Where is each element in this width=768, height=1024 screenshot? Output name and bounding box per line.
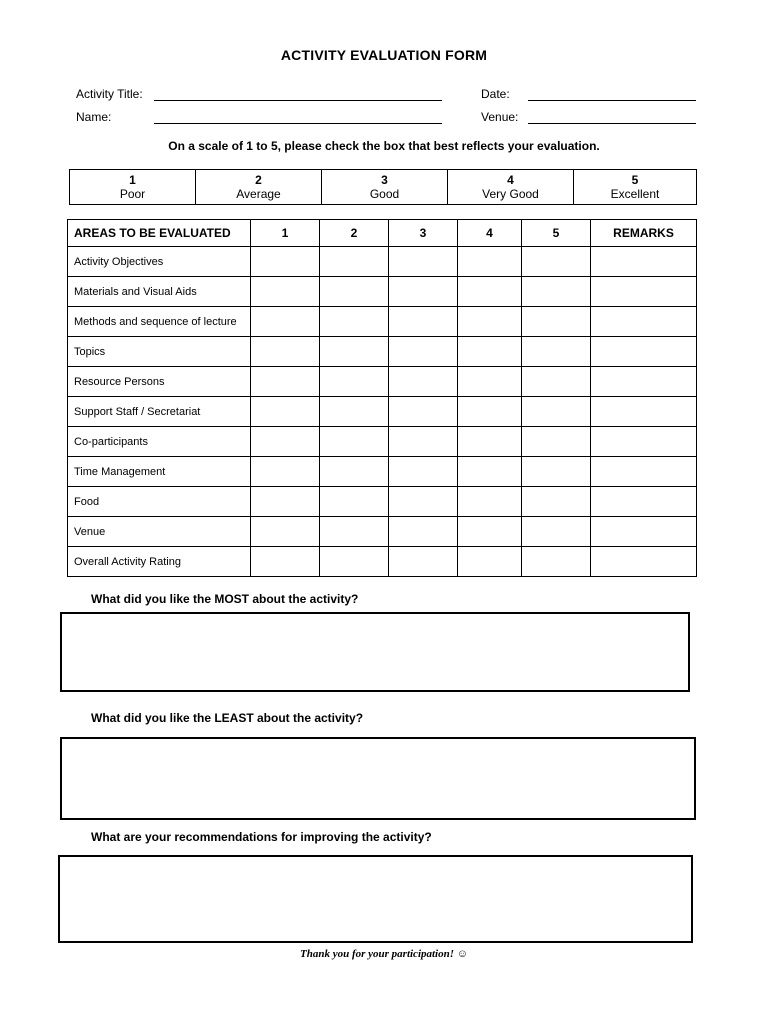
table-row <box>68 367 697 397</box>
scale-label: Good <box>369 187 400 201</box>
remarks-cell[interactable] <box>591 517 697 547</box>
rating-2-checkbox[interactable] <box>320 337 389 367</box>
area-label: Time Management <box>68 457 251 487</box>
rating-3-checkbox[interactable] <box>389 427 458 457</box>
rating-2-checkbox[interactable] <box>320 397 389 427</box>
date-field[interactable] <box>528 100 696 101</box>
rating-5-checkbox[interactable] <box>522 247 591 277</box>
area-label: Topics <box>68 337 251 367</box>
thank-you-note: Thank you for your participation! ☺ <box>299 948 468 960</box>
rating-2-checkbox[interactable] <box>320 247 389 277</box>
scale-cell <box>196 170 322 205</box>
question-least: What did you like the LEAST about the activity? <box>91 711 364 725</box>
area-label: Activity Objectives <box>68 247 251 277</box>
rating-3-checkbox[interactable] <box>389 337 458 367</box>
table-row <box>68 337 697 367</box>
rating-2-checkbox[interactable] <box>320 547 389 577</box>
rating-4-checkbox[interactable] <box>458 487 522 517</box>
rating-3-checkbox[interactable] <box>389 277 458 307</box>
rating-1-checkbox[interactable] <box>251 517 320 547</box>
scale-cell <box>70 170 196 205</box>
remarks-cell[interactable] <box>591 547 697 577</box>
scale-label: Poor <box>119 187 146 201</box>
rating-2-checkbox[interactable] <box>320 307 389 337</box>
area-label: Venue <box>68 517 251 547</box>
evaluation-header-row <box>68 220 697 247</box>
rating-3-checkbox[interactable] <box>389 487 458 517</box>
header-rating-4: 4 <box>458 220 522 247</box>
table-row <box>68 307 697 337</box>
rating-2-checkbox[interactable] <box>320 487 389 517</box>
header-rating-2: 2 <box>320 220 389 247</box>
rating-3-checkbox[interactable] <box>389 457 458 487</box>
rating-4-checkbox[interactable] <box>458 247 522 277</box>
rating-1-checkbox[interactable] <box>251 247 320 277</box>
rating-4-checkbox[interactable] <box>458 517 522 547</box>
scale-number: 5 <box>631 173 639 187</box>
answer-box-most[interactable] <box>60 612 690 692</box>
form-title: ACTIVITY EVALUATION FORM <box>280 47 488 63</box>
header-remarks: REMARKS <box>591 220 697 247</box>
rating-5-checkbox[interactable] <box>522 517 591 547</box>
rating-1-checkbox[interactable] <box>251 547 320 577</box>
rating-5-checkbox[interactable] <box>522 427 591 457</box>
rating-4-checkbox[interactable] <box>458 457 522 487</box>
rating-4-checkbox[interactable] <box>458 367 522 397</box>
rating-3-checkbox[interactable] <box>389 307 458 337</box>
answer-box-least[interactable] <box>60 737 696 820</box>
scale-number: 3 <box>381 173 388 187</box>
header-areas: AREAS TO BE EVALUATED <box>68 220 251 247</box>
rating-2-checkbox[interactable] <box>320 427 389 457</box>
table-row <box>68 247 697 277</box>
rating-2-checkbox[interactable] <box>320 277 389 307</box>
remarks-cell[interactable] <box>591 487 697 517</box>
table-row <box>68 547 697 577</box>
area-label: Resource Persons <box>68 367 251 397</box>
header-rating-5: 5 <box>522 220 591 247</box>
scale-cell <box>448 170 574 205</box>
remarks-cell[interactable] <box>591 247 697 277</box>
scale-number: 2 <box>255 173 262 187</box>
rating-3-checkbox[interactable] <box>389 397 458 427</box>
rating-1-checkbox[interactable] <box>251 487 320 517</box>
rating-5-checkbox[interactable] <box>522 457 591 487</box>
remarks-cell[interactable] <box>591 367 697 397</box>
rating-4-checkbox[interactable] <box>458 547 522 577</box>
instruction-text: On a scale of 1 to 5, please check the box that best reflects your evaluation. <box>168 139 600 153</box>
table-row <box>68 517 697 547</box>
rating-2-checkbox[interactable] <box>320 517 389 547</box>
header-rating-3: 3 <box>389 220 458 247</box>
remarks-cell[interactable] <box>591 337 697 367</box>
rating-5-checkbox[interactable] <box>522 367 591 397</box>
rating-1-checkbox[interactable] <box>251 367 320 397</box>
area-label: Methods and sequence of lecture <box>68 307 251 337</box>
remarks-cell[interactable] <box>591 397 697 427</box>
remarks-cell[interactable] <box>591 427 697 457</box>
scale-label: Very Good <box>482 187 539 201</box>
area-label: Support Staff / Secretariat <box>68 397 251 427</box>
rating-1-checkbox[interactable] <box>251 277 320 307</box>
table-row <box>68 457 697 487</box>
rating-2-checkbox[interactable] <box>320 457 389 487</box>
answer-box-recommendations[interactable] <box>58 855 693 943</box>
scale-number: 4 <box>507 173 514 187</box>
rating-5-checkbox[interactable] <box>522 337 591 367</box>
rating-4-checkbox[interactable] <box>458 337 522 367</box>
remarks-cell[interactable] <box>591 307 697 337</box>
scale-cell <box>574 170 697 205</box>
rating-1-checkbox[interactable] <box>251 337 320 367</box>
area-label: Co-participants <box>68 427 251 457</box>
rating-4-checkbox[interactable] <box>458 427 522 457</box>
venue-field[interactable] <box>528 123 696 124</box>
question-most: What did you like the MOST about the activity? <box>91 592 359 606</box>
rating-1-checkbox[interactable] <box>251 427 320 457</box>
rating-5-checkbox[interactable] <box>522 277 591 307</box>
rating-2-checkbox[interactable] <box>320 367 389 397</box>
scale-label: Excellent <box>610 187 660 201</box>
venue-label: Venue: <box>481 110 519 124</box>
rating-3-checkbox[interactable] <box>389 367 458 397</box>
rating-3-checkbox[interactable] <box>389 547 458 577</box>
remarks-cell[interactable] <box>591 277 697 307</box>
scale-number: 1 <box>129 173 136 187</box>
table-row <box>68 487 697 517</box>
header-rating-1: 1 <box>251 220 320 247</box>
name-label: Name: <box>76 110 112 124</box>
table-row <box>68 427 697 457</box>
remarks-cell[interactable] <box>591 457 697 487</box>
rating-scale-legend <box>69 169 697 205</box>
rating-1-checkbox[interactable] <box>251 397 320 427</box>
rating-5-checkbox[interactable] <box>522 307 591 337</box>
rating-5-checkbox[interactable] <box>522 487 591 517</box>
question-recommendations: What are your recommendations for improving the activity? <box>91 830 432 844</box>
date-label: Date: <box>481 87 510 101</box>
activity-title-label: Activity Title: <box>76 87 143 101</box>
activity-title-field[interactable] <box>154 100 442 101</box>
area-label: Materials and Visual Aids <box>68 277 251 307</box>
scale-cell <box>322 170 448 205</box>
table-row <box>68 397 697 427</box>
rating-5-checkbox[interactable] <box>522 397 591 427</box>
rating-3-checkbox[interactable] <box>389 517 458 547</box>
rating-1-checkbox[interactable] <box>251 457 320 487</box>
name-field[interactable] <box>154 123 442 124</box>
rating-3-checkbox[interactable] <box>389 247 458 277</box>
area-label: Overall Activity Rating <box>68 547 251 577</box>
table-row <box>68 277 697 307</box>
area-label: Food <box>68 487 251 517</box>
rating-4-checkbox[interactable] <box>458 397 522 427</box>
scale-label: Average <box>236 187 281 201</box>
rating-1-checkbox[interactable] <box>251 307 320 337</box>
rating-4-checkbox[interactable] <box>458 307 522 337</box>
rating-5-checkbox[interactable] <box>522 547 591 577</box>
rating-4-checkbox[interactable] <box>458 277 522 307</box>
evaluation-table <box>67 219 697 577</box>
